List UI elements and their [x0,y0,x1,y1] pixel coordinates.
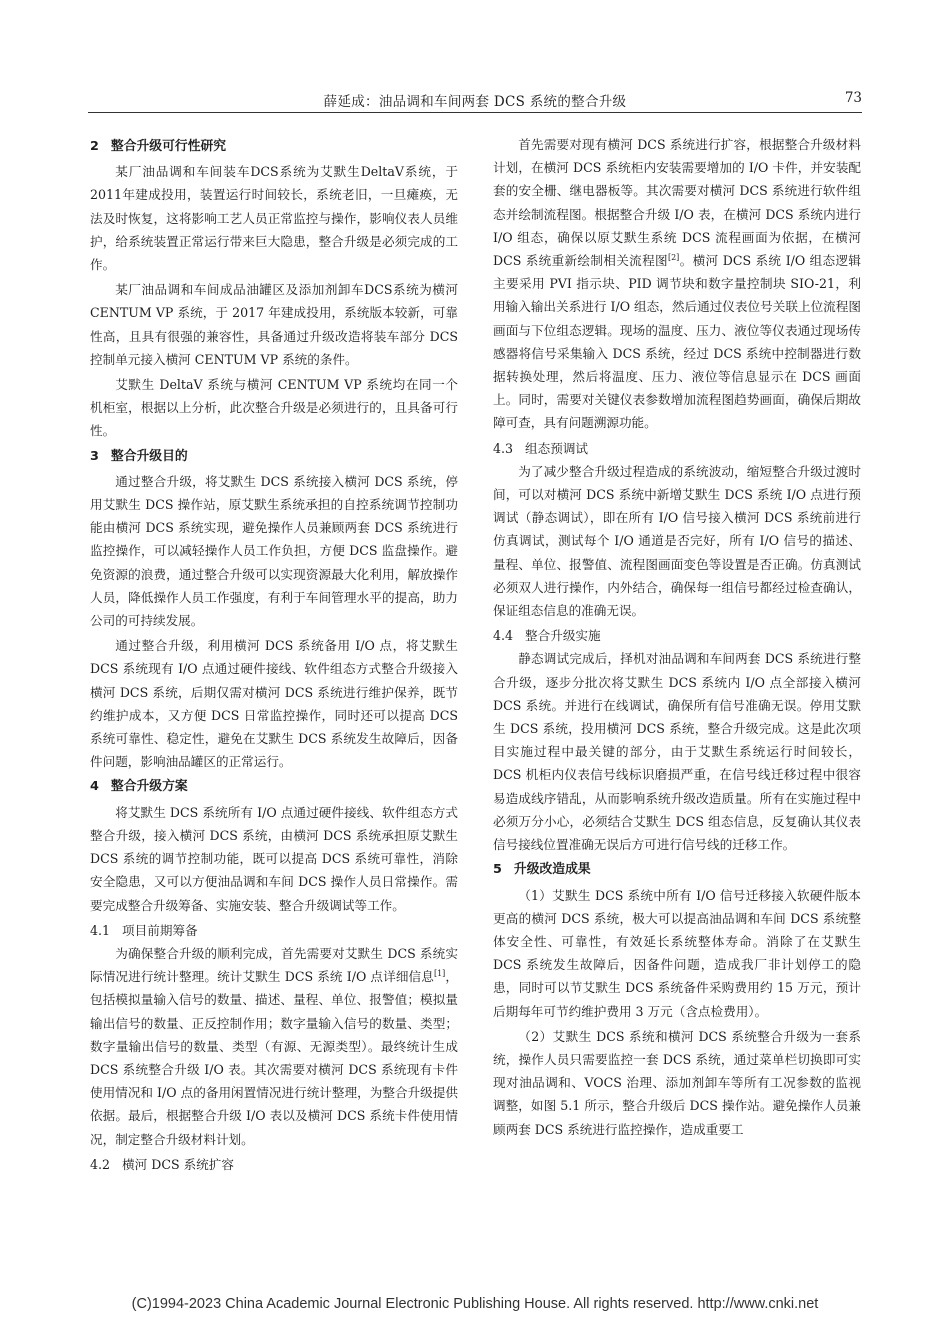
subsection-heading-4-3 [493,437,861,460]
section-heading-5 [493,858,861,881]
section-heading-2 [90,135,458,158]
text-run: 首先需要对现有横河 DCS 系统进行扩容，根据整合升级材料计划，在横河 DCS 系统柜内安装需要增加的 I/O 卡件，并安装配套的安全栅、继电器板等。其次需要对横河 DCS 系统进行软件组态并绘制流程图。根据整合升级 I/O 表，在横河 DCS 系统内进行 I/O 组态，确保以原艾默生系统 DCS 流程画面为依据，在横河 DCS 系统重新绘制相关流程图 [493,137,861,269]
paragraph: 艾默生 DeltaV 系统与横河 CENTUM VP 系统均在同一个机柜室，根据以上分析，此次整合升级是必须进行的，且具备可行性。 [90,377,458,439]
paragraph: 通过整合升级，将艾默生 DCS 系统接入横河 DCS 系统，停用艾默生 DCS 操作站，原艾默生系统承担的自控系统调节控制功能由横河 DCS 系统实现，避免操作人员兼顾两套 DCS 系统进行监控操作，可以减轻操作人员工作负担，方便 DCS 监盘操作。避免资源的浪费，通过整合升级可以实现资源最大化利用，解放操作人员，降低操作人员工作强度，有利于车间管理水平的提高，助力公司的可持续发展。 [90,473,458,629]
subsection-number: 4.3 [493,440,514,456]
paragraph [90,942,458,1151]
paragraph: 某厂油品调和车间装车DCS系统为艾默生DeltaV系统，于 2011年建成投用，装置运行时间较长，系统老旧，一旦瘫痪，无法及时恢复，这将影响工艺人员正常监控与操作，影响仪表人员维护，给系统装置正常运行带来巨大隐患，整合升级是必须完成的工作。 [90,164,458,273]
section-number: 5 [493,862,502,878]
running-title: 薛延成：油品调和车间两套 DCS 系统的整合升级 [323,94,627,110]
citation-ref[interactable]: [1] [433,968,446,978]
section-heading-3 [90,445,458,468]
subsection-title: 项目前期筹备 [122,922,198,938]
paragraph: 将艾默生 DCS 系统所有 I/O 点通过硬件接线、软件组态方式整合升级，接入横河 DCS 系统，由横河 DCS 系统承担原艾默生 DCS 系统的调节控制功能，既可以提高 DCS 系统可靠性，消除安全隐患，又可以方便油品调和车间 DCS 操作人员日常操作。需要完成整合升级筹备、实施安装、整合升级调试等工作。 [90,804,458,913]
copyright-footer: (C)1994-2023 China Academic Journal Electronic Publishing House. All rights reserved. http://www.cnki.net [131,1296,819,1312]
subsection-heading-4-1 [90,919,458,942]
subsection-title: 整合升级实施 [525,628,601,644]
section-number: 2 [90,139,99,154]
subsection-title: 横河 DCS 系统扩容 [122,1156,234,1172]
subsection-heading-4-2 [90,1153,458,1176]
right-column [493,133,861,1143]
citation-ref[interactable]: [2] [667,252,680,262]
subsection-number: 4.1 [90,922,111,938]
text-run: ，包括模拟量输入信号的数量、描述、量程、单位、报警值；模拟量输出信号的数量、正反控制作用；数字量输入信号的数量、类型；数字量输出信号的数量、类型（有源、无源类型）。最终统计生成 DCS 系统整合升级 I/O 表。其次需要对横河 DCS 系统现有卡件使用情况和 I/O 点的备用闲置情况进行统计整理，为整合升级提供依据。最后，根据整合升级 I/O 表以及横河 DCS 系统卡件使用情况，制定整合升级材料计划。 [90,969,459,1147]
subsection-title: 组态预调试 [525,440,588,456]
section-heading-4 [90,775,458,798]
section-title: 整合升级可行性研究 [110,139,227,154]
paragraph: 为了减少整合升级过程造成的系统波动，缩短整合升级过渡时间，可以对横河 DCS 系统中新增艾默生 DCS 系统 I/O 点进行预调试（静态调试），即在所有 I/O 信号接入横河 DCS 系统前进行仿真调试，测试每个 I/O 通道是否完好，所有 I/O 信号的描述、量程、单位、报警值、流程图画面变色等设置是否正确。仿真测试必须双人进行操作，内外结合，确保每一组信号都经过检查确认，保证组态信息的准确无误。 [493,463,861,619]
section-number: 3 [90,448,99,464]
paragraph: 通过整合升级，利用横河 DCS 系统备用 I/O 点，将艾默生 DCS 系统现有 I/O 点通过硬件接线、软件组态方式整合升级接入横河 DCS 系统，后期仅需对横河 DCS 系统进行维护保养，既节约维护成本，又方便 DCS 日常监控操作，同时还可以提高 DCS 系统可靠性、稳定性，避免在艾默生 DCS 系统发生故障后，因备件问题，影响油品罐区的正常运行。 [90,638,458,770]
section-title: 整合升级方案 [110,779,188,795]
text-run: 为确保整合升级的顺利完成，首先需要对艾默生 DCS 系统实际情况进行统计整理。统计艾默生 DCS 系统 I/O 点详细信息 [90,945,458,985]
section-number: 4 [90,779,99,795]
running-header [88,90,862,113]
subsection-number: 4.4 [493,628,514,644]
page-number: 73 [844,90,862,106]
subsection-heading-4-4 [493,624,861,647]
section-title: 升级改造成果 [513,862,591,878]
paragraph: 静态调试完成后，择机对油品调和车间两套 DCS 系统进行整合升级，逐步分批次将艾默生 DCS 系统内 I/O 点全部接入横河 DCS 系统。并进行在线调试，确保所有信号准确无误。停用艾默生 DCS 系统，投用横河 DCS 系统，整合升级完成。这是此次项目实施过程中最关键的部分，由于艾默生系统运行时间较长，DCS 机柜内仪表信号线标识磨损严重，在信号线迁移过程中很容易造成线序错乱，从而影响系统升级改造质量。所有在实施过程中必须万分小心，必须结合艾默生 DCS 组态信息，反复确认其仪表信号接线位置准确无误后方可进行信号线的迁移工作。 [493,651,861,853]
subsection-number: 4.2 [90,1156,111,1172]
left-column [90,133,458,1176]
paragraph: （2）艾默生 DCS 系统和横河 DCS 系统整合升级为一套系统，操作人员只需要监控一套 DCS 系统，通过菜单栏切换即可实现对油品调和、VOCS 治理、添加剂卸车等所有工况参数的监视调整，如图 5.1 所示，整合升级后 DCS 操作站。避免操作人员兼顾两套 DCS 系统进行监控操作，造成重要工 [493,1028,861,1137]
text-run: 。横河 DCS 系统 I/O 组态逻辑主要采用 PVI 指示块、PID 调节块和数字量控制块 SIO-21，利用输入输出关系进行 I/O 组态，然后通过仪表位号关联上位流程图画面与下位组态逻辑。现场的温度、压力、液位等仪表通过现场传感器将信号采集输入 DCS 系统，经过 DCS 系统中控制器进行数据转换处理，然后将温度、压力、液位等信息显示在 DCS 画面上。同时，需要对关键仪表参数增加流程图趋势画面，确保后期故障可查，具有问题溯源功能。 [493,253,861,431]
paragraph: 某厂油品调和车间成品油罐区及添加剂卸车DCS系统为横河 CENTUM VP 系统，于 2017 年建成投用，系统版本较新，可靠性高，且具有很强的兼容性，具备通过升级改造将装车部分 DCS 控制单元接入横河 CENTUM VP 系统的条件。 [90,282,458,367]
paragraph [493,133,861,435]
section-title: 整合升级目的 [110,448,188,464]
paragraph: （1）艾默生 DCS 系统中所有 I/O 信号迁移接入软硬件版本更高的横河 DCS 系统，极大可以提高油品调和车间 DCS 系统整体安全性、可靠性，有效延长系统整体寿命。消除了在艾默生 DCS 系统发生故障后，因备件问题，造成我厂非计划停工的隐患，同时可以节艾默生 DCS 系统备件采购费用约 15 万元，预计后期每年可节约维护费用 3 万元（含点检费用）。 [493,887,861,1019]
